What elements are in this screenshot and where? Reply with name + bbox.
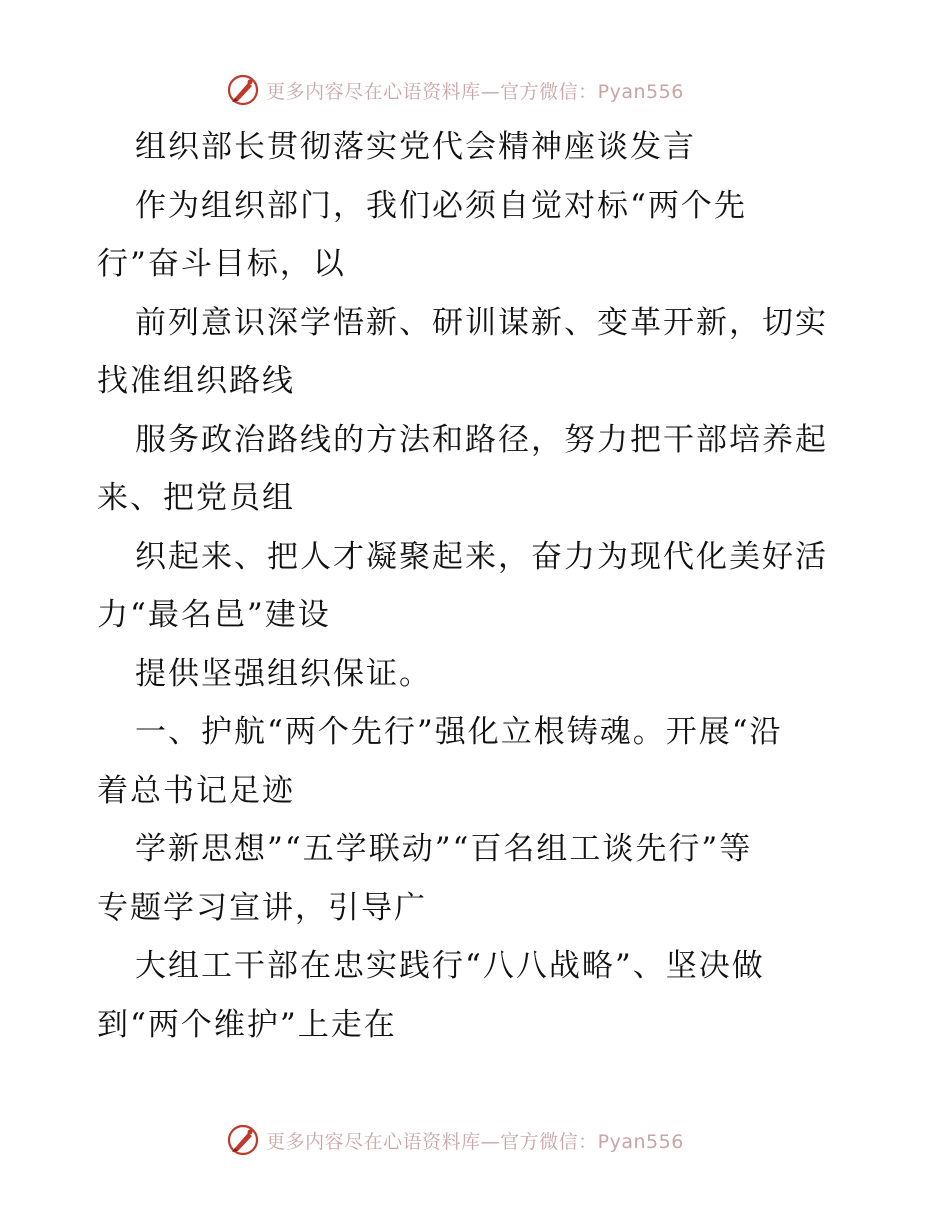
text-line: 织起来、把人才凝聚起来，奋力为现代化美好活 — [135, 538, 828, 575]
text-line: 提供坚强组织保证。 — [135, 655, 432, 692]
text-line: 组织部长贯彻落实党代会精神座谈发言 — [135, 129, 696, 165]
text-line: 到“两个维护”上走在 — [97, 1006, 397, 1043]
watermark-text: 更多内容尽在心语资料库—官方微信：Pyan556 — [266, 1130, 684, 1153]
document-body — [97, 118, 857, 1054]
watermark-text: 更多内容尽在心语资料库—官方微信：Pyan556 — [266, 80, 684, 103]
text-line: 服务政治路线的方法和路径，努力把干部培养起 — [135, 421, 828, 458]
text-line: 行”奋斗目标，以 — [97, 246, 346, 282]
text-line: 大组工干部在忠实践行“八八战略”、坚决做 — [135, 948, 765, 984]
text-line: 作为组织部门，我们必须自觉对标“两个先 — [135, 187, 747, 224]
text-line: 前列意识深学悟新、研训谋新、变革开新，切实 — [135, 304, 828, 341]
footer-watermark — [0, 1120, 950, 1160]
text-line: 找准组织路线 — [97, 363, 295, 399]
pen-logo-icon — [226, 73, 260, 107]
text-line: 学新思想”“五学联动”“百名组工谈先行”等 — [135, 831, 753, 867]
text-line: 来、把党员组 — [97, 480, 295, 516]
text-line: 专题学习宣讲，引导广 — [97, 889, 427, 926]
text-line: 力“最名邑”建设 — [97, 597, 331, 633]
text-line: 一、护航“两个先行”强化立根铸魂。开展“沿 — [135, 714, 783, 750]
text-line: 着总书记足迹 — [97, 772, 295, 809]
header-watermark — [0, 70, 950, 110]
pen-logo-icon — [226, 1123, 260, 1157]
